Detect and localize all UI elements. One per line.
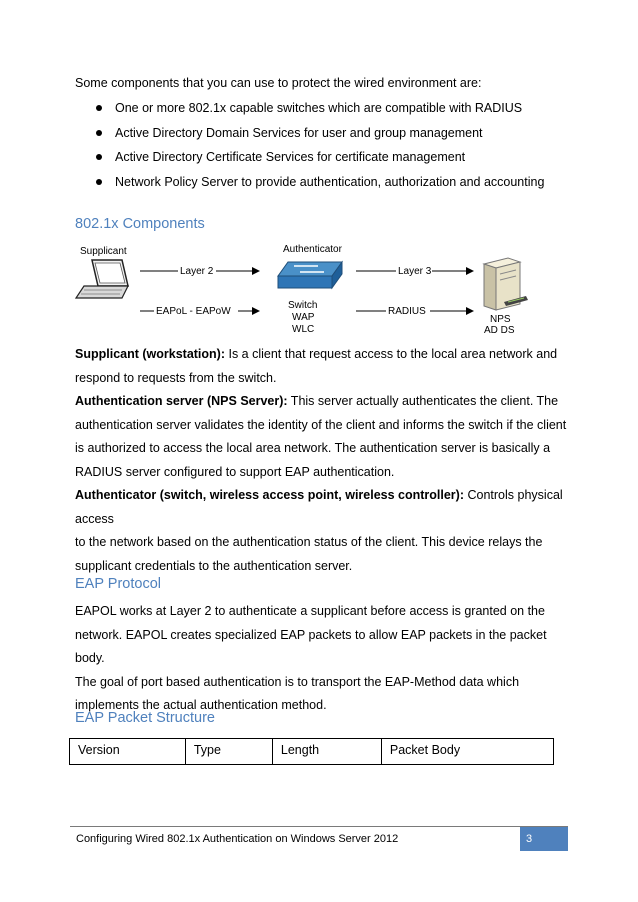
server-icon	[484, 258, 528, 310]
table-cell-packet-body: Packet Body	[381, 739, 553, 765]
radius-label: RADIUS	[388, 306, 426, 317]
text-line: RADIUS server configured to support EAP authentication.	[75, 464, 395, 479]
footer-title: Configuring Wired 802.1x Authentication on Windows Server 2012	[76, 833, 399, 845]
layer2-label: Layer 2	[180, 266, 214, 277]
list-item: Active Directory Certificate Services for certificate management	[75, 145, 575, 170]
page-number: 3	[520, 827, 568, 851]
intro-paragraph: Some components that you can use to protect the wired environment are:	[75, 76, 482, 90]
text-line: network. EAPOL creates specialized EAP packets to allow EAP packets in the packet body.	[75, 627, 547, 665]
wap-label: WAP	[292, 312, 315, 323]
arrow-right-icon	[252, 267, 260, 275]
text-line: to the network based on the authentication status of the client. This device relays the	[75, 535, 543, 549]
text-line: authentication server validates the identity of the client and informs the switch if the client	[75, 417, 567, 432]
table-row	[70, 739, 554, 765]
bullet-icon	[96, 130, 102, 136]
bullet-icon	[96, 179, 102, 185]
supplicant-label: Supplicant	[80, 246, 127, 257]
list-item: Active Directory Domain Services for user and group management	[75, 121, 575, 146]
eap-packet-table	[69, 738, 554, 765]
table-cell-type: Type	[185, 739, 272, 765]
heading-eap-packet-structure: EAP Packet Structure	[75, 710, 215, 726]
eap-paragraph	[75, 600, 565, 718]
arrow-right-icon	[252, 307, 260, 315]
arrow-right-icon	[466, 307, 474, 315]
supplicant-definition: Supplicant (workstation): Is a client that request access to the local area network and	[75, 347, 558, 361]
bullet-icon	[96, 154, 102, 160]
authenticator-definition: Authenticator (switch, wireless access point, wireless controller): Controls physical access	[75, 488, 563, 526]
bullet-icon	[96, 105, 102, 111]
adds-label: AD DS	[484, 325, 515, 336]
text-line: is authorized to access the local area network. The authentication server is basically a	[75, 441, 551, 455]
layer3-label: Layer 3	[398, 266, 432, 277]
arrow-right-icon	[466, 267, 474, 275]
text-line: EAPOL works at Layer 2 to authenticate a supplicant before access is granted on the	[75, 604, 545, 618]
network-diagram	[70, 240, 530, 340]
heading-eap-protocol: EAP Protocol	[75, 576, 161, 592]
text-line: supplicant credentials to the authentication server.	[75, 558, 353, 573]
wlc-label: WLC	[292, 324, 315, 335]
switch-icon	[278, 262, 342, 288]
definitions-block	[75, 343, 565, 578]
text-line: respond to requests from the switch.	[75, 370, 277, 385]
component-list	[75, 96, 575, 194]
authenticator-label: Authenticator	[283, 244, 342, 255]
eapol-label: EAPoL - EAPoW	[156, 306, 231, 317]
page-footer	[70, 826, 568, 851]
nps-label: NPS	[490, 314, 511, 325]
text-line: The goal of port based authentication is to transport the EAP-Method data which	[75, 674, 520, 689]
table-cell-version: Version	[70, 739, 186, 765]
heading-components: 802.1x Components	[75, 216, 205, 232]
text-line: implements the actual authentication method.	[75, 698, 327, 712]
laptop-icon	[76, 260, 128, 298]
list-item: Network Policy Server to provide authentication, authorization and accounting	[75, 170, 575, 195]
switch-label: Switch	[288, 300, 318, 311]
list-item: One or more 802.1x capable switches which are compatible with RADIUS	[75, 96, 575, 121]
auth-server-definition: Authentication server (NPS Server): This server actually authenticates the client. The	[75, 394, 559, 408]
table-cell-length: Length	[272, 739, 381, 765]
